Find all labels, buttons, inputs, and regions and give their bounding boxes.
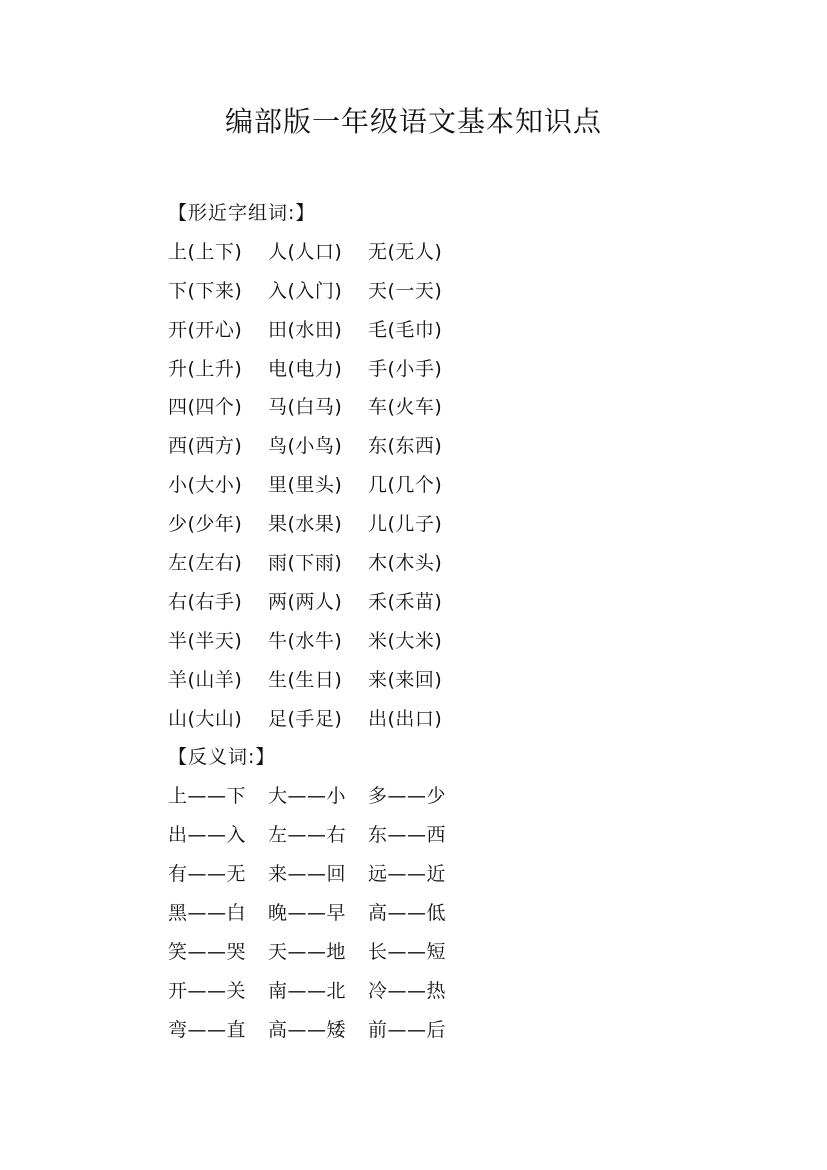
word-row [168,233,708,272]
document-body [168,194,708,1050]
word-group: 入(入门) [268,279,343,302]
word-row [168,388,708,427]
word-group: 西(西方) [168,435,243,458]
word-group: 雨(下雨) [268,552,343,575]
antonym-row [168,777,708,816]
word-group: 人(人口) [268,240,343,263]
antonym-row [168,1011,708,1050]
antonym-row [168,816,708,855]
antonym-pair: 高——矮 [268,1018,347,1041]
word-row [168,311,708,350]
section-heading-similar-chars: 【形近字组词:】 [168,202,316,224]
word-row [168,350,708,389]
antonym-pair: 开——关 [168,979,247,1002]
antonym-pair: 前——后 [368,1018,447,1041]
word-group: 生(生日) [268,668,343,691]
antonym-pair: 天——地 [268,940,347,963]
word-group: 米(大米) [368,629,443,652]
word-group: 牛(水牛) [268,629,343,652]
antonym-pair: 晚——早 [268,902,347,925]
word-group: 天(一天) [368,279,443,302]
antonym-row [168,972,708,1011]
antonym-row [168,855,708,894]
antonym-row [168,894,708,933]
word-group: 半(半天) [168,629,243,652]
word-group: 毛(毛巾) [368,318,443,341]
word-row [168,505,708,544]
antonym-pair: 南——北 [268,979,347,1002]
antonym-row [168,933,708,972]
word-group: 儿(儿子) [368,513,443,536]
antonym-pair: 多——少 [368,785,447,808]
word-group: 升(上升) [168,357,243,380]
word-group: 手(小手) [368,357,443,380]
word-group: 少(少年) [168,513,243,536]
word-group: 左(左右) [168,552,243,575]
word-group: 山(大山) [168,707,243,730]
word-group: 几(几个) [368,474,443,497]
word-group: 田(水田) [268,318,343,341]
antonym-pair: 冷——热 [368,979,447,1002]
word-row [168,583,708,622]
word-group: 右(右手) [168,590,243,613]
antonym-pair: 黑——白 [168,902,247,925]
antonym-pair: 左——右 [268,824,347,847]
antonym-pair: 远——近 [368,863,447,886]
word-group: 小(大小) [168,474,243,497]
word-group: 足(手足) [268,707,343,730]
antonym-pair: 上——下 [168,785,247,808]
page-title: 编部版一年级语文基本知识点 [224,105,602,138]
word-group: 羊(山羊) [168,668,243,691]
antonym-pair: 大——小 [268,785,347,808]
word-group: 木(木头) [368,552,443,575]
word-row [168,466,708,505]
word-group: 车(火车) [368,396,443,419]
word-group: 鸟(小鸟) [268,435,343,458]
word-group: 两(两人) [268,590,343,613]
word-group: 里(里头) [268,474,343,497]
word-row [168,427,708,466]
antonym-pair: 有——无 [168,863,247,886]
antonym-pair: 来——回 [268,863,347,886]
word-group: 禾(禾苗) [368,590,443,613]
word-row [168,700,708,739]
word-group: 无(无人) [368,240,443,263]
section-heading-antonyms: 【反义词:】 [168,746,276,769]
word-group: 电(电力) [268,357,343,380]
word-group: 上(上下) [168,240,243,263]
antonym-pair: 长——短 [368,940,447,963]
word-group: 东(东西) [368,435,443,458]
antonym-pair: 笑——哭 [168,940,247,963]
antonym-pair: 出——入 [168,824,247,847]
word-group: 下(下来) [168,279,243,302]
word-group: 来(来回) [368,668,443,691]
antonym-pair: 弯——直 [168,1018,247,1041]
word-group: 四(四个) [168,396,243,419]
word-row [168,544,708,583]
word-group: 马(白马) [268,396,343,419]
word-row [168,622,708,661]
word-row [168,661,708,700]
word-group: 开(开心) [168,318,243,341]
word-group: 果(水果) [268,513,343,536]
word-row [168,272,708,311]
antonym-pair: 高——低 [368,902,447,925]
word-group: 出(出口) [368,707,443,730]
antonym-pair: 东——西 [368,824,447,847]
